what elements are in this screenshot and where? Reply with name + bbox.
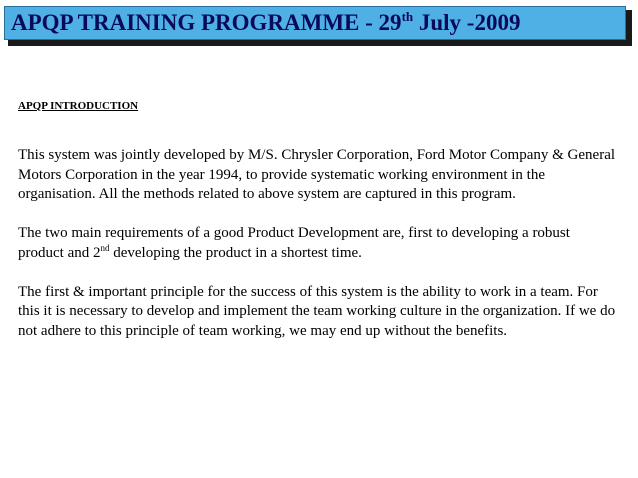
paragraph-2-part-1: The two main requirements of a good Product Development are, first to developing a robust product and 2: [18, 225, 570, 261]
paragraph-2-superscript: nd: [100, 242, 110, 253]
paragraph-2: [18, 224, 618, 263]
title-superscript: th: [401, 9, 414, 24]
title-bar: [4, 6, 626, 40]
title-tail: July -2009: [413, 10, 521, 35]
slide-title: [5, 10, 520, 36]
title-main: APQP TRAINING PROGRAMME - 29: [11, 10, 402, 35]
body-text: [18, 146, 618, 361]
paragraph-1: This system was jointly developed by M/S. Chrysler Corporation, Ford Motor Company & General Motors Corporation in the year 1994, to provide systematic working environment in the organisation. All the methods related to above system are captured in this program.: [18, 147, 616, 202]
paragraph-3: The first & important principle for the success of this system is the ability to work in a team. For this it is necessary to develop and implement the team working culture in the organization. If we do not adhere to this principle of team working, we may end up without the benefits.: [18, 283, 616, 339]
section-heading: APQP INTRODUCTION: [18, 100, 139, 112]
paragraph-2-part-2: developing the product in a shortest time.: [109, 244, 362, 261]
